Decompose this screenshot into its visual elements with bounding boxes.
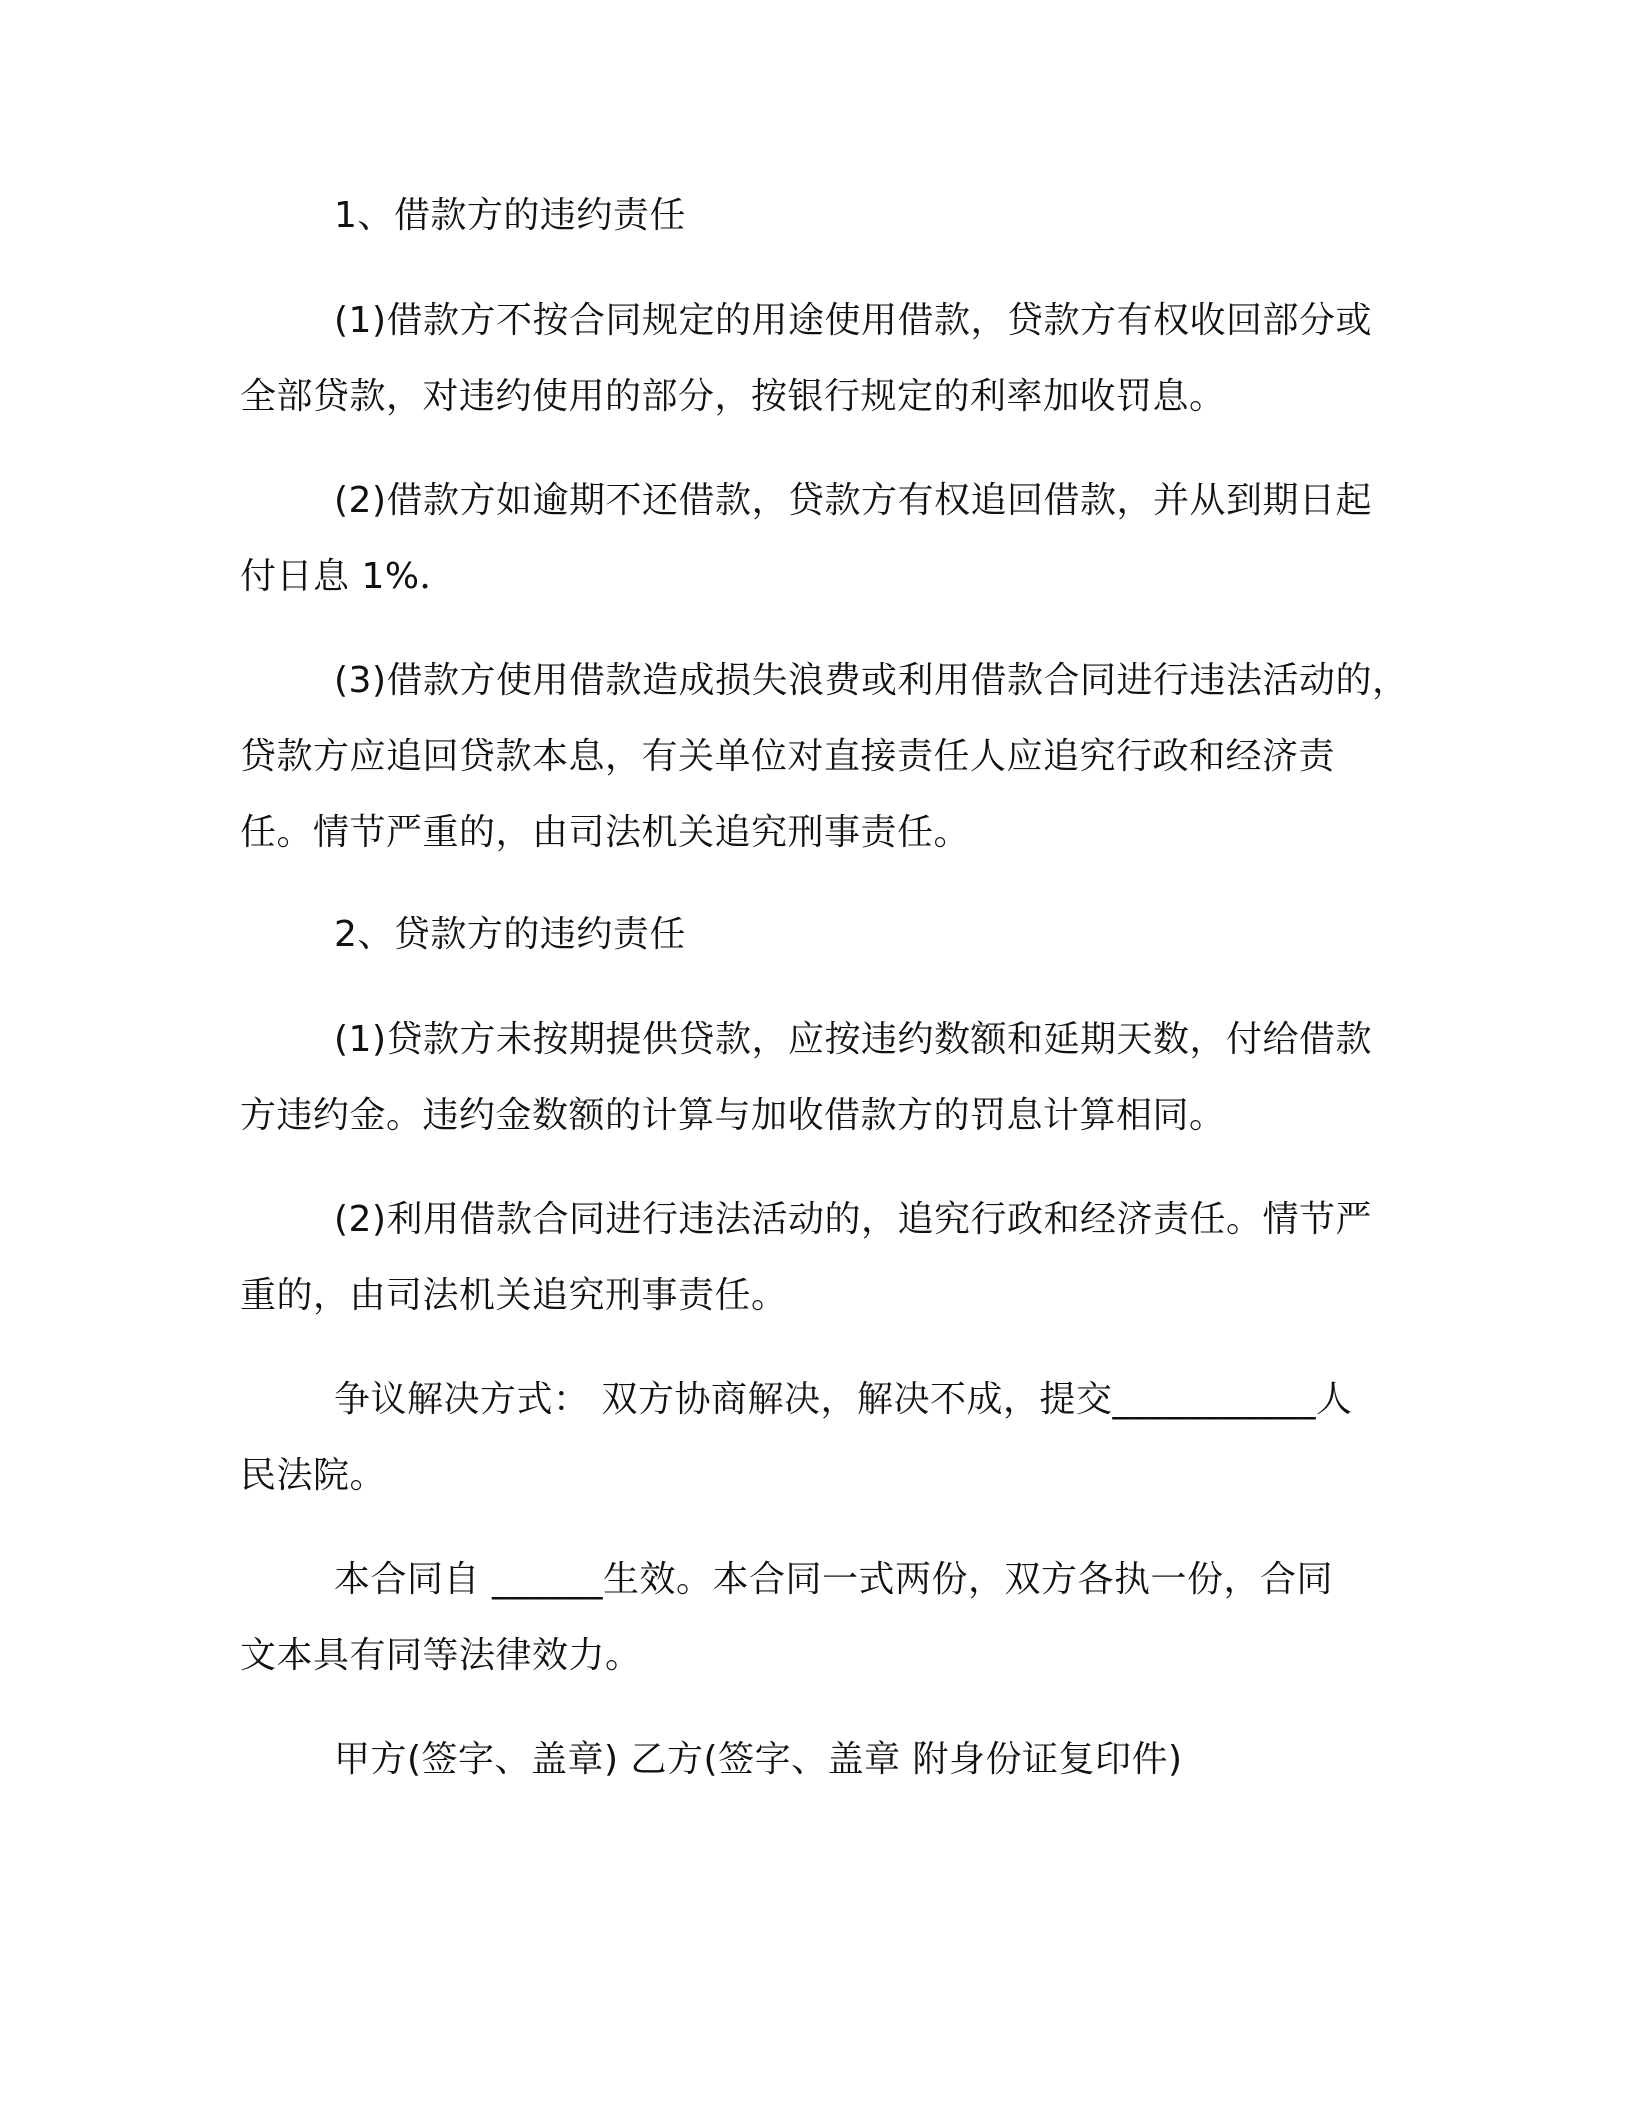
signature-line bbox=[240, 1722, 1420, 1798]
paragraph-line: 全部贷款，对违约使用的部分，按银行规定的利率加收罚息。 bbox=[240, 376, 1226, 417]
dispute-clause bbox=[240, 1362, 1420, 1514]
paragraph-line: (1)贷款方未按期提供贷款，应按违约数额和延期天数，付给借款 bbox=[334, 1019, 1372, 1060]
effect-clause bbox=[240, 1542, 1420, 1694]
paragraph-line: 贷款方应追回贷款本息，有关单位对直接责任人应追究行政和经济责 bbox=[240, 736, 1336, 777]
section1-heading bbox=[240, 178, 1420, 254]
section1-item3 bbox=[240, 643, 1420, 871]
paragraph-line: 本合同自 ______生效。本合同一式两份，双方各执一份，合同 bbox=[334, 1559, 1333, 1600]
section2-item1 bbox=[240, 1002, 1420, 1154]
paragraph-line: 争议解决方式： 双方协商解决，解决不成，提交___________人 bbox=[334, 1379, 1353, 1420]
paragraph-line: 民法院。 bbox=[240, 1455, 387, 1496]
heading-text: 2、贷款方的违约责任 bbox=[334, 914, 686, 955]
paragraph-line: (2)利用借款合同进行违法活动的，追究行政和经济责任。情节严 bbox=[334, 1199, 1372, 1240]
paragraph-line: 方违约金。违约金数额的计算与加收借款方的罚息计算相同。 bbox=[240, 1095, 1226, 1136]
signature-text: 甲方(签字、盖章) 乙方(签字、盖章 附身份证复印件) bbox=[334, 1739, 1183, 1780]
paragraph-line: (2)借款方如逾期不还借款，贷款方有权追回借款，并从到期日起 bbox=[334, 480, 1372, 521]
paragraph-line: (1)借款方不按合同规定的用途使用借款，贷款方有权收回部分或 bbox=[334, 300, 1372, 341]
paragraph-line: 文本具有同等法律效力。 bbox=[240, 1635, 642, 1676]
section2-item2 bbox=[240, 1182, 1420, 1334]
paragraph-line: 付日息 1%． bbox=[240, 556, 457, 597]
section1-item2 bbox=[240, 463, 1420, 615]
paragraph-line: 任。情节严重的，由司法机关追究刑事责任。 bbox=[240, 812, 971, 853]
paragraph-line: (3)借款方使用借款造成损失浪费或利用借款合同进行违法活动的， bbox=[334, 660, 1409, 701]
section1-item1 bbox=[240, 283, 1420, 435]
heading-text: 1、借款方的违约责任 bbox=[334, 195, 686, 236]
section2-heading bbox=[240, 897, 1420, 973]
paragraph-line: 重的，由司法机关追究刑事责任。 bbox=[240, 1275, 788, 1316]
